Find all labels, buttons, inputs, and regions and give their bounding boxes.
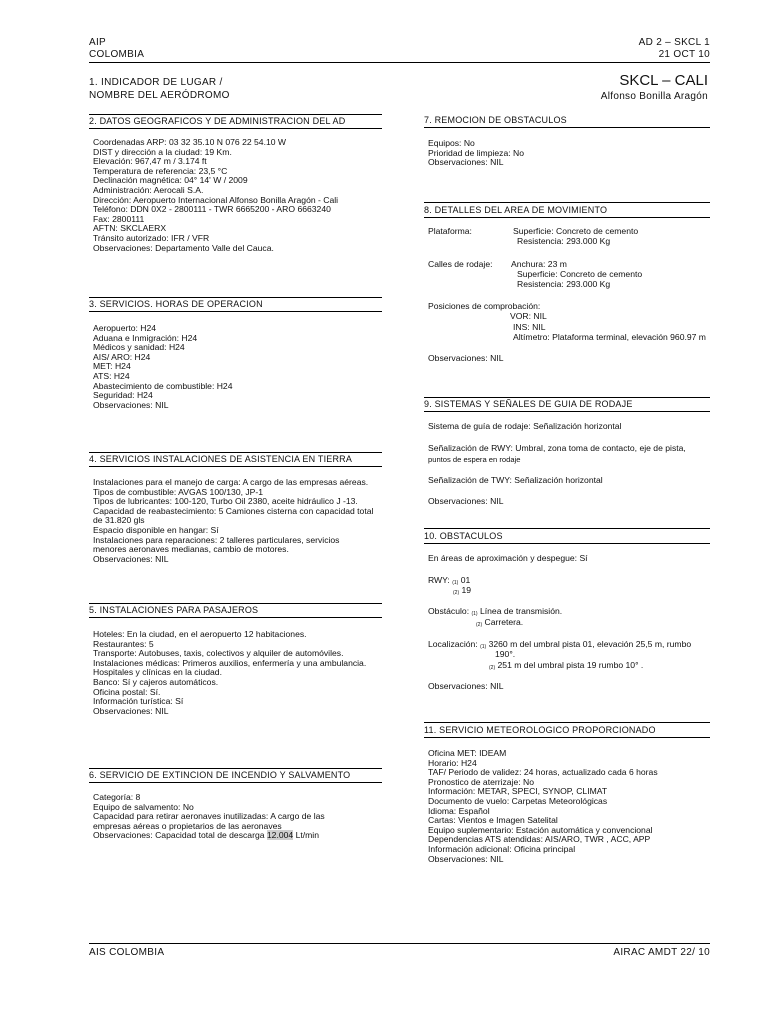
s9-guidance: Sistema de guía de rodaje: Señalización horizontal [428,421,622,431]
footer-right: AIRAC AMDT 22/ 10 [613,947,710,958]
s6-bottom-rule [89,782,382,783]
s2-line: Temperatura de referencia: 23,5 °C [93,165,228,176]
s8-calles-surface: Superficie: Concreto de cemento [517,269,643,279]
s10-rwy-2 [453,586,471,599]
s8-title: 8. DETALLES DEL AREA DE MOVIMIENTO [424,205,608,215]
s6-line: Categoría: 8 [93,792,141,802]
s2-line: Teléfono: DDN 0X2 - 2800111 - TWR 6665200 - ARO 6663240 [93,204,331,215]
s10-obstacle-label: Obstáculo: [428,606,472,616]
s9-title: 9. SISTEMAS Y SEÑALES DE GUIA DE RODAJE [424,399,633,409]
s7-line: Prioridad de limpieza: No [428,147,525,158]
s6-title: 6. SERVICIO DE EXTINCION DE INCENDIO Y SALVAMENTO [89,770,351,780]
s11-line: Observaciones: NIL [428,853,504,864]
s3-line: AIS/ ARO: H24 [93,351,151,362]
s10-rwy-19: 19 [459,585,472,595]
header-date: 21 OCT 10 [658,49,710,60]
s8-positions-label: Posiciones de comprobación: [428,301,541,311]
s2-line: AFTN: SKCLAERX [93,223,167,234]
s2-line: Observaciones: Departamento Valle del Cauca. [93,242,274,253]
s4-line: Observaciones: NIL [93,553,169,564]
s9-rwy-marking-cont: puntos de espera en rodaje [428,455,521,464]
s10-rwy-01: 01 [458,575,471,585]
s9-observations: Observaciones: NIL [428,496,504,506]
header-country: COLOMBIA [89,49,145,60]
s10-rwy-label: RWY: [428,575,453,585]
s10-bottom-rule [424,543,710,544]
s4-line: Tipos de lubricantes: 100-120, Turbo Oil 2380, aceite hidráulico J -13. [93,496,358,507]
s6-body [93,793,325,841]
s6-line: Capacidad para retirar aeronaves inutilizadas: A cargo de las [93,811,325,822]
s8-pos-altimeter-text: Altímetro: Plataforma terminal, elevación 960.97 m [513,332,706,342]
s10-obstacle-2 [476,618,523,631]
s5-title: 5. INSTALACIONES PARA PASAJEROS [89,605,259,615]
s11-title: 11. SERVICIO METEOROLOGICO PROPORCIONADO [424,725,656,735]
s11-line: Pronostico de aterrizaje: No [428,776,535,787]
s11-line: TAF/ Periodo de validez: 24 horas, actualizado cada 6 horas [428,767,658,778]
s4-line: Instalaciones para reparaciones: 2 talleres particulares, servicios [93,534,340,545]
s4-line: Instalaciones para el manejo de carga: A cargo de las empresas aéreas. [93,477,369,487]
s3-line: Observaciones: NIL [93,399,169,410]
s6-line: Equipo de salvamento: No [93,801,194,812]
s11-line: Cartas: Vientos e Imagen Satelital [428,815,558,826]
s6-obs-suffix: Lt/min [293,830,319,841]
header-aip: AIP [89,37,107,48]
s3-line: ATS: H24 [93,370,130,381]
s4-top-rule [89,452,382,453]
s10-loc-sub1: (1) [480,644,487,650]
s6-top-rule [89,768,382,769]
s8-calles-label: Calles de rodaje: [428,259,493,269]
footer-left: AIS COLOMBIA [89,947,165,958]
s8-calles-width: Anchura: 23 m [511,259,567,269]
s5-line: Información turística: Sí [93,696,184,707]
s8-pos-altimeter [513,333,706,343]
footer-rule [89,943,710,944]
s4-line: de 31.820 gls [93,515,145,526]
s4-line: Capacidad de reabastecimiento: 5 Camiones cisterna con capacidad total [93,505,374,516]
s2-line: Coordenadas ARP: 03 32 35.10 N 076 22 54.10 W [93,137,287,147]
s3-line: Abastecimiento de combustible: H24 [93,380,233,391]
s2-line: Declinación magnética: 04° 14' W / 2009 [93,175,248,186]
s3-body [93,324,233,410]
aerodrome-code: SKCL – CALI [619,72,708,89]
s6-line: empresas aéreas o propietarios de las aeronaves [93,820,282,831]
s2-line: Administración: Aerocali S.A. [93,184,204,195]
s3-top-rule [89,297,382,298]
s7-line: Equipos: No [428,138,475,148]
s4-bottom-rule [89,466,382,467]
s9-bottom-rule [424,411,710,412]
s3-line: Aeropuerto: H24 [93,323,157,333]
location-indicator-label: 1. INDICADOR DE LUGAR / [89,77,223,88]
s10-obstacle-power-line: Línea de transmisión. [477,606,563,616]
s5-line: Hoteles: En la ciudad, en el aeropuerto 12 habitaciones. [93,629,307,639]
s5-line: Instalaciones médicas: Primeros auxilios, enfermería y una ambulancia. [93,657,367,668]
s2-line: Tránsito autorizado: IFR / VFR [93,232,210,243]
s4-title: 4. SERVICIOS INSTALACIONES DE ASISTENCIA EN TIERRA [89,454,353,464]
s4-line small: menores aeronaves medianas, cambio de motores. [93,544,289,555]
s6-observations [93,831,325,841]
s5-line: Restaurantes: 5 [93,638,154,649]
s5-line: Observaciones: NIL [93,705,169,716]
s7-line: Observaciones: NIL [428,157,504,168]
s5-body [93,630,366,716]
s6-obs-prefix: Observaciones: Capacidad total de descarga [93,830,267,841]
s10-location-1-cont: 190°. [495,649,516,659]
s10-location-label: Localización: [428,639,481,649]
s5-bottom-rule [89,617,382,618]
s10-loc-sub2: (2) [489,665,496,671]
s8-pos-vor: VOR: NIL [510,311,547,321]
s2-title: 2. DATOS GEOGRAFICOS Y DE ADMINISTRACION DEL AD [89,116,346,126]
header-rule [89,62,710,63]
s9-top-rule [424,397,710,398]
s10-location-1-text: 3260 m del umbral pista 01, elevación 25,5 m, rumbo [486,639,692,649]
s3-line: Médicos y sanidad: H24 [93,342,185,353]
s10-location-2 [489,661,643,674]
s10-title: 10. OBSTACULOS [424,531,503,541]
aerodrome-name: Alfonso Bonilla Aragón [600,91,708,102]
s3-line: Seguridad: H24 [93,390,153,401]
s10-top-rule [424,528,710,529]
discharge-capacity-value: 12.004 [266,830,294,841]
s8-plataforma-resistance: Resistencia: 293.000 Kg [517,236,611,246]
s2-line: DIST y dirección a la ciudad: 19 Km. [93,146,232,157]
s11-line: Documento de vuelo: Carpetas Meteorológicas [428,795,608,806]
s7-bottom-rule [424,127,710,128]
s2-line: Fax: 2800111 [93,213,145,224]
s3-line: Aduana e Inmigración: H24 [93,332,198,343]
s3-line: MET: H24 [93,361,131,372]
s11-bottom-rule [424,737,710,738]
s11-line: Oficina MET: IDEAM [428,748,507,758]
s9-rwy-marking: Señalización de RWY: Umbral, zona toma de contacto, eje de pista, [428,443,686,453]
s5-top-rule [89,603,382,604]
s10-location-1 [428,640,691,653]
s4-line: Espacio disponible en hangar: Sí [93,524,219,535]
s2-line: Dirección: Aeropuerto Internacional Alfonso Bonilla Aragón - Cali [93,194,339,205]
s9-twy-marking: Señalización de TWY: Señalización horizontal [428,475,603,485]
s7-title: 7. REMOCION DE OBSTACULOS [424,115,567,125]
s8-pos-ins: INS: NIL [513,322,546,332]
s5-line: Hospitales y clínicas en la ciudad. [93,667,222,678]
s10-location-2-text: 251 m del umbral pista 19 rumbo 10° . [495,660,644,670]
s11-body [428,749,658,864]
s11-line: Idioma: Español [428,805,490,816]
header-page-ref: AD 2 – SKCL 1 [638,37,710,48]
s2-body [93,138,338,253]
s3-bottom-rule [89,311,382,312]
s11-line: Información: METAR, SPECI, SYNOP, CLIMAT [428,786,608,797]
s10-obstacle-road: Carretera. [482,617,524,627]
s11-line: Equipo suplementario: Estación automática y convencional [428,824,653,835]
s10-rwy-sub1: (1) [452,580,459,586]
s10-obst-sub2: (2) [476,622,483,628]
s5-line: Transporte: Autobuses, taxis, colectivos y alquiler de automóviles. [93,648,344,659]
s5-line: Banco: Sí y cajeros automáticos. [93,676,219,687]
s7-body [428,139,524,168]
s2-top-rule [89,114,382,115]
s8-bottom-rule [424,217,710,218]
aerodrome-name-label: NOMBRE DEL AERÓDROMO [89,90,230,101]
s4-body [93,478,373,564]
s2-bottom-rule [89,128,382,129]
s2-line: Elevación: 967,47 m / 3.174 ft [93,156,207,167]
s8-top-rule [424,202,710,203]
s11-top-rule [424,722,710,723]
s11-line: Horario: H24 [428,757,477,768]
s10-observations: Observaciones: NIL [428,681,504,691]
s8-calles-resistance: Resistencia: 293.000 Kg [517,279,611,289]
s10-obst-sub1: (1) [471,611,478,617]
s11-line: Dependencias ATS atendidas: AIS/ARO, TWR , ACC, APP [428,834,651,845]
s10-approach: En áreas de aproximación y despegue: Sí [428,553,588,563]
s8-plataforma-label: Plataforma: [428,226,472,236]
s11-line: Información adicional: Oficina principal [428,843,576,854]
s4-line: Tipos de combustible: AVGAS 100/130, JP-1 [93,486,264,497]
s8-observations: Observaciones: NIL [428,353,504,363]
s5-line: Oficina postal: Sí. [93,686,161,697]
s8-plataforma-surface: Superficie: Concreto de cemento [513,226,639,236]
s3-title: 3. SERVICIOS. HORAS DE OPERACION [89,299,263,309]
s10-rwy-sub2: (2) [453,590,460,596]
